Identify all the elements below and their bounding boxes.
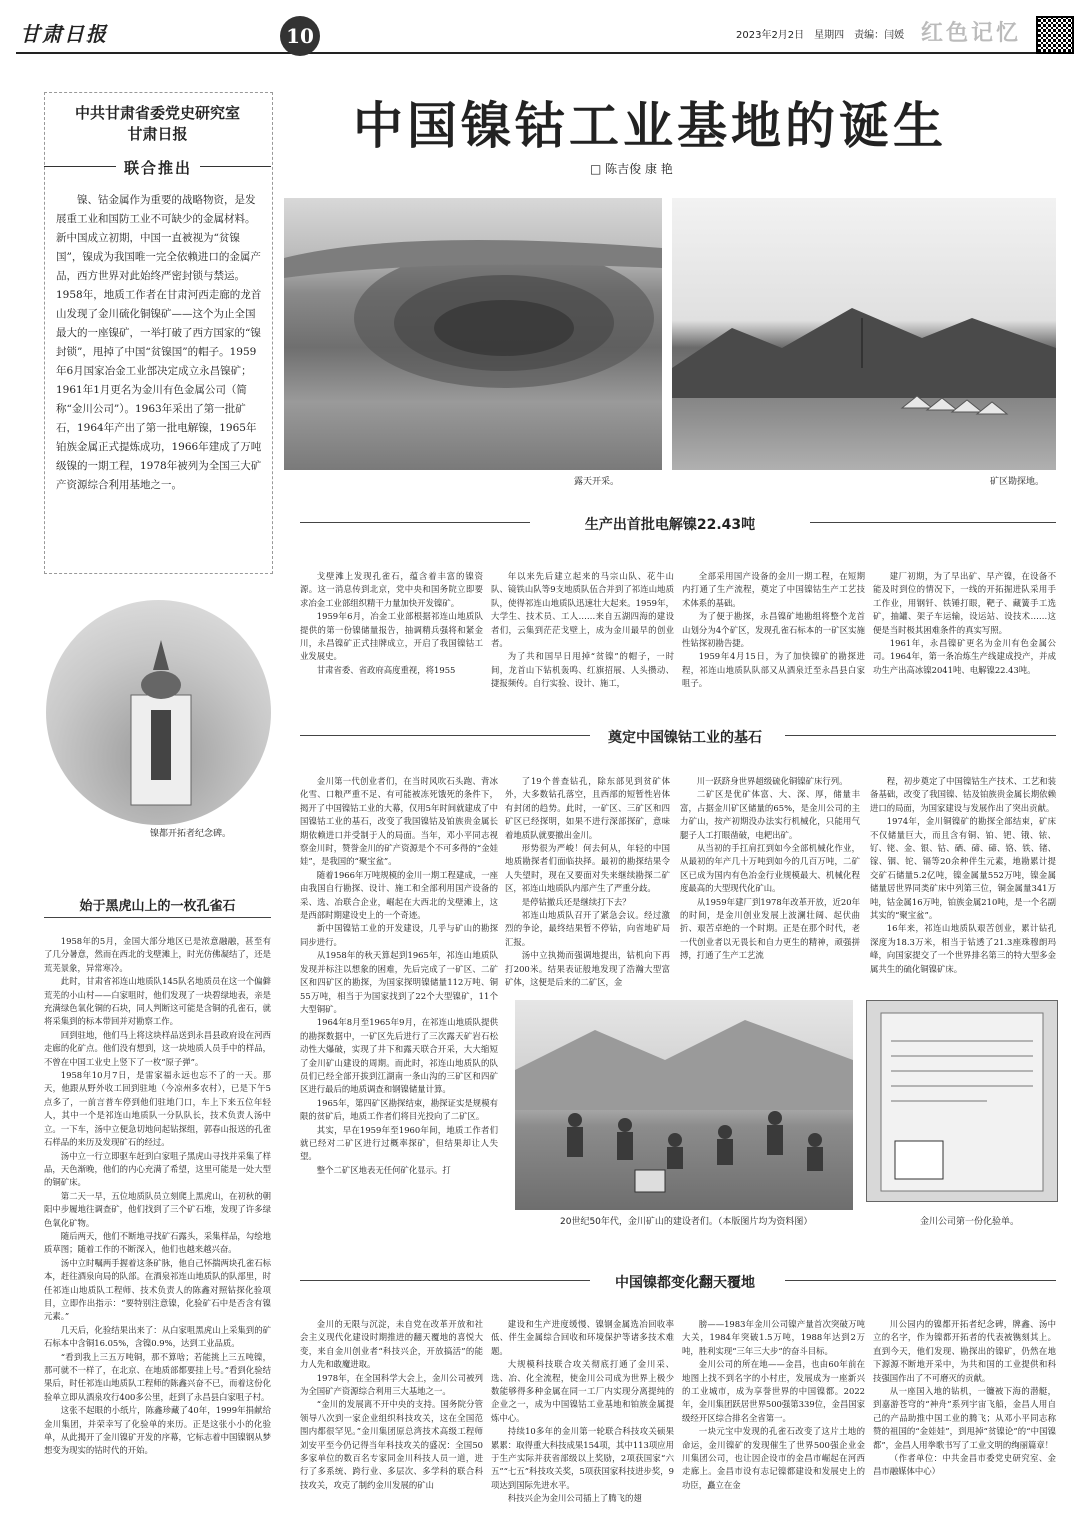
sec3-col3-text-para: 膀——1983年金川公司镍产量首次突破万吨大关，1984年突破1.5万吨，1988年达到2万吨，胜利实现“三年三大步”的奋斗目标。 — [682, 1319, 865, 1356]
headline: 中国镍钴工业基地的诞生 — [353, 97, 947, 155]
sec2-col3-text-para: 川一跃跻身世界超级硫化铜镍矿床行列。 — [696, 776, 848, 786]
workers-illustration — [515, 1000, 853, 1210]
caption-assay-document: 金川公司第一份化验单。 — [920, 1217, 1020, 1227]
sec2-col2-text-para: 汤中立执拗而强调地提出，钻机向下再打200米。结果表证般地发现了浩瀚大型富矿体，这便是后来的二矿区，金 — [505, 950, 670, 988]
photo-monument — [46, 600, 271, 825]
sec2-col2-text-para: 祁连山地质队召开了紧急会议。经过激烈的争论，最终结果暂不停钻，向省地矿局汇报。 — [505, 910, 670, 947]
sec3-col1-text-para: “金川的发展离不开中央的支持。国务院分管领导八次到一家企业组织科技攻关，这在全国范围内都很罕见。”金川集团原总湾技术高级工程师刘安平至今仍记得当年科技攻关的盛况：全国50多家单位的数百名专家同金川科技人员一道，进行了多系统、跨行业、多层次、多学科的联合科技攻关，攻克了制约金川发展的矿山 — [300, 1399, 483, 1490]
document-illustration — [867, 1001, 1057, 1201]
photo-assay-document — [866, 1000, 1058, 1202]
sec3-col2-text-para: 大规模科技联合攻关彻底打通了金川采、选、冶、化全流程，使金川公司成为世界上极少数能够得多种金属在同一工厂内实现分离提纯的企业之一，成为中国镍钴工业基地和铂族金属提炼中心。 — [491, 1359, 674, 1423]
sec1-col1-text-para: 甘肃省委、省政府高度重视，将1955 — [316, 664, 456, 675]
section-title: 红色记忆 — [921, 21, 1022, 46]
left-story-text-para: “看到我上三五万吨铜，那不算啥；若能挑上三五吨镍，那可就不一样了，在北京、在地质部都要挂上号。”看到化验结果后，时任祁连山地质队工程师的陈鑫兴奋不已，而着这份化验单立即从酒泉攻行400多公里，赶到了永昌县白家咀子村。 — [44, 1351, 271, 1402]
sec2-col1-text-para: 新中国镍钴工业的开发建设，几乎与矿山的勘探同步进行。 — [300, 923, 498, 947]
sec2-col1-text-para: 从1958年的秋天算起到1965年，祁连山地质队发现并标注以想象的困难，先后完成了一矿区、二矿区和四矿区的勘探，为国家探明镍储量112万吨、铜55万吨，相当于为国家找到了22个大型镍矿，11个大型铜矿。 — [300, 950, 498, 1014]
sec1-col3-text-para: 为了便于勘探，永昌镍矿地勘组将整个龙首山划分为4个矿区，发现孔雀石标本的一矿区实施性钻探初勘告捷。 — [682, 611, 865, 649]
left-story-text-para: 几天后，化验结果出来了：从白家咀黑虎山上采集到的矿石标本中含铜16.05%，含镍0.9%，达到工业品质。 — [44, 1324, 271, 1349]
dateline: 2023年2月2日 星期四 责编：闫媛 — [736, 30, 905, 41]
sec1-col1 — [300, 570, 483, 700]
sidebar-org1: 中共甘肃省委党史研究室 — [74, 104, 240, 122]
left-story-text-para: 随后两天，他们不断地寻找矿石露头，采集样品，勾绘地质草图；随着工作的不断深入，他们也越来越兴奋。 — [44, 1230, 271, 1255]
sec2-col1-text-para: 1965年，第四矿区勘探结束，勘探证实是规模有限的贫矿后，地质工作者们将目光投向了二矿区。 — [300, 1097, 498, 1122]
left-story-text-para: 此时，甘肃省祁连山地质队145队名地质员在这一个偏僻荒芜的小山村——白家咀时，他们发现了一块碧绿地表，亲是充满绿色氧化铜的石块，同人判断这可能是含铜的孔雀石，就将采集到的标本带回并对勘察工作。 — [44, 976, 271, 1027]
sec2-col2-text-para: 了19个普查钻孔，除东部见到贫矿体外，大多数钻孔落空，且西部的短暂性岩体有封闭的趋势。此时，一矿区、三矿区和四矿区已经探明，如果不进行深部探矿，意味着地质队就要撤出金川。 — [505, 776, 670, 840]
sec2-col1-text-para: 整个二矿区地表无任何矿化显示。打 — [316, 1164, 451, 1175]
section2-rule-right — [785, 735, 1056, 736]
section2-rule-left — [300, 735, 590, 736]
sec3-col2 — [491, 1318, 674, 1528]
section1-rule-right — [810, 522, 1056, 523]
sidebar-intro — [44, 103, 271, 591]
sec3-col1-text-para: 金川的无限与沉淀，未自党在改革开放和社会主义现代化建设时期推进的翻天覆地的喜悦大变，来自金川创业者“科技兴企，开放搞活”的能力人先和敢魔进取。 — [300, 1319, 483, 1370]
left-story-text-para: 这张不起眼的小纸片，陈鑫珍藏了40年，1999年捐献给金川集团，并荣幸写了化验单的来历。正是这张小小的化验单，从此揭开了金川镍矿开发的序幕，它标志着中国镍钢从梦想变为现实的钴时代的开始。 — [44, 1405, 271, 1456]
sec3-col3-text-para: 一块元宝中发现的孔雀石改变了这片土地的命运，金川镍矿的发现催生了世界500强企业金川集团公司，也让因企设市的金昌市崛起在河西走廊上。金昌市设有志记镍都建设和发展史上的功臣，矗立在金 — [682, 1426, 865, 1490]
left-story-text-para: 回到驻地，他们马上将这块样品送到永昌县政府设在河西走廊的化矿点。他们没有想到，这一块地质人员手中的样品，不曾在中国工业史上竖下了一枚“原子弹”。 — [44, 1029, 271, 1067]
sec3-col2-text-para: 持续10多年的金川第一轮联合科技攻关硕果累累：取得重大科技成果154项，其中113项应用于生产实际并获省部级以上奖励，2项获国家“六五”“七五”科技攻关奖，5项获国家科技进步奖，9项达到国际先进水平。 — [491, 1426, 674, 1490]
sec3-col1-text-para: 1978年，在全国科学大会上，金川公司被列为全国矿产资源综合利用三大基地之一。 — [300, 1372, 483, 1397]
sec2-col4-text-para: 16年来，祁连山地质队艰苦创业，累计钻孔深度为18.3万米，相当于钻透了21.3座珠穆朗玛峰，向国家提交了一个世界排名第三的特大型多金属共生的硫化铜镍矿床。 — [870, 923, 1056, 974]
sec2-col1-text-para: 1964年8月至1965年9月，在祁连山地质队提供的勘探数据中，一矿区先后进行了三次露天矿岩石松动性大爆破，实现了井下和露天联合开采，大大缩短了金川矿山建设的周期。而此时，祁连山地质队的队员们已经全部开拔到江湖南一条山沟的三矿区和四矿区进行最后的地质调查和钢镍储量计算。 — [300, 1017, 498, 1095]
sidebar-org2: 甘肃日报 — [127, 125, 188, 143]
sec1-col4-text-para: 建厂初期，为了早出矿、早产镍，在设备不能及时到位的情况下，一线的开拓掘进队采用手工作业，用钢钎、铁锤打眼，靶子、藏簧手工选矿，抽罐、架子车运输，设运站、设技术……这便是当时极其困难条件的真实写照。 — [873, 571, 1056, 635]
sec1-col3 — [682, 570, 865, 700]
sec3-col4 — [873, 1318, 1056, 1528]
sec2-col2-text-para: 形势很为严峻！何去何从，年轻的中国地质勘探者们面临抉择。最初的勘探结果令人失望时，现在又要面对失来继续勘探二矿区，祁连山地质队内部产生了严重分歧。 — [505, 843, 670, 894]
sec1-col1-text-para: 1959年6月，冶金工业部根据祁连山地质队提供的第一份镍储量报告，抽调精兵强将和紧金川，永昌镍矿正式挂牌成立，开启了我国镍钴工业发展史。 — [300, 611, 483, 662]
qr-code-icon — [1036, 16, 1074, 54]
left-story-text-para: 第二天一早，五位地质队员立刻爬上黑虎山，在初秋的朝阳中步履地往调查矿，他们找到了三个矿石堆，发现了许多绿色氧化矿物。 — [44, 1190, 271, 1228]
open-pit-illustration — [284, 198, 662, 470]
left-story-rule — [44, 917, 271, 918]
left-story-col — [44, 935, 271, 1525]
sec1-col1-text-para: 戈壁滩上发现孔雀石，蕴含着丰富的镍资源。这一消息传到北京，党中央和国务院立即要求冶金工业部组织精干力量加快开发镍矿。 — [300, 571, 483, 608]
page-number: 10 — [280, 16, 320, 56]
newspaper-logo: 甘肃日报 — [20, 22, 108, 46]
byline: □ 陈吉俊 康 艳 — [590, 162, 673, 176]
sidebar-tag: 联合推出 — [116, 157, 200, 178]
sec2-col3 — [680, 775, 860, 995]
sec2-col1-text-para: 金川第一代创业者们，在当时风吹石头跑、背冰化雪、口粮严重不足、有可能被冻死饿死的条件下，揭开了中国镍钴工业的大幕，仅用5年时间就建成了中国镍钴工业的基石，改变了我国镍钴及铂族贵金属长期依赖进口并受制于人的局面。当年，邓小平同志视察金川时，赞誉金川的矿产资源是个不可多得的“金娃娃”，是我国的“聚宝盆”。 — [300, 776, 498, 867]
sec2-col2 — [505, 775, 670, 995]
caption-monument: 镍都开拓者纪念碑。 — [150, 829, 232, 839]
sec3-col4-text-para: （作者单位：中共金昌市委党史研究室、金昌市融媒体中心） — [873, 1453, 1056, 1477]
left-story-text-para: 1958年的5月，金国大部分地区已是浓意融融，甚至有了几分暑意，然而在西北的戈壁滩上，时光仿佛凝结了，还是荒芜景象，异常寒冷。 — [44, 936, 271, 973]
sec3-col1 — [300, 1318, 483, 1528]
sidebar-org — [44, 103, 271, 145]
caption-open-pit: 露天开采。 — [574, 477, 620, 487]
sidebar-text: 镍、钴金属作为重要的战略物资，是发展重工业和国防工业不可缺少的金属材料。新中国成立初期，中国一直被视为“贫镍国”，镍成为我国唯一完全依赖进口的金属产品，西方世界对此始终严密封锁与禁运。 1958年，地质工作者在甘肃河西走廊的龙首山发现了金川硫化铜镍矿——这个为止全国最大的一座镍矿，一举打破了西方国家的“镍封锁”，甩掉了中国“贫镍国”的帽子。1959年6月国家冶金工业部决定成立永昌镍矿；1961年1月更名为金川有色金属公司（简称“金川公司”）。1963年采出了第一批矿石，1964年产出了第一批电解镍，1965年铂族金属正式提炼成功，1966年建成了万吨级镍的一期工程，1978年被列为全国三大矿产资源综合利用基地之一。 — [56, 194, 262, 491]
photo-exploration-camp — [672, 198, 1056, 470]
sec1-col3-text-para: 1959年4月15日，为了加快镍矿的勘探进程，祁连山地质队队部又从酒泉迁至永昌县白家咀子。 — [682, 651, 865, 689]
left-story-text-para: 汤中立一行立即驱车赶到白家咀子黑虎山寻找并采集了样品，天色渐晚，他们的内心充满了希望，这里可能是一处大型的铜矿床。 — [44, 1150, 271, 1188]
sec2-col4-text-para: 程，初步奠定了中国镍钴生产技术、工艺和装备基础，改变了我国镍、钴及铂族贵金属长期依赖进口的局面，为国家建设与发展作出了突出贡献。 — [870, 776, 1056, 813]
sec3-col2-text-para: 科技兴企为金川公司插上了腾飞的翅 — [507, 1493, 642, 1504]
sec1-col4 — [873, 570, 1056, 700]
sec1-col2-text-para: 为了共和国早日甩掉“贫镍”的帽子，一时间，龙首山下钻机轰鸣、红旗招展、人头攒动、捷报频传。自行实验、设计、施工， — [491, 651, 674, 689]
photo-open-pit — [284, 198, 662, 470]
sec3-col4-text-para: 从一座国入地的钻机，一镰被下海的潜艇，到嘉游苍穹的“神舟”系列宇宙飞船，金昌人用自己的产品助推中国工业的腾飞；从邓小平同志称赞的祖国的“金娃娃”，到甩掉“贫镍论”的“中国镍都”，金昌人用拳歌书写了工业文明的绚丽篇章！ — [873, 1386, 1056, 1450]
sec2-col3-text-para: 从当初的手扛肩扛到如今全部机械化作业，从最初的年产几十万吨到如今的几百万吨，二矿区已成为国内有色冶金行业规模最大、机械化程度最高的大型现代化矿山。 — [680, 843, 860, 894]
sec3-col3-text-para: 金川公司的所在地——金昌，也由60年前在地图上找不到名字的小村庄，发展成为一座新兴的工业城市，成为享誉世界的中国镍都。2022年，金川集团跃居世界500强第339位，金昌国家级经开区综合排名全省第一。 — [682, 1359, 865, 1423]
sec1-col2-text-para: 年以来先后建立起来的马宗山队、花牛山队、镜铁山队等9支地质队伍合并到了祁连山地质队，使得祁连山地质队迅速壮大起来。1959年，大学生、技术员、工人……来自五湖四海的建设者们，云集到茫茫戈壁上，成为金川最早的创业者。 — [491, 571, 674, 649]
mountain-camp-illustration — [672, 198, 1056, 470]
sec2-col2-text-para: 是停钻撤兵还是继续打下去？ — [521, 896, 631, 907]
left-story-heading: 始于黑虎山上的一枚孔雀石 — [79, 899, 236, 914]
caption-workers: 20世纪50年代，金川矿山的建设者们。（本版图片均为资料图） — [560, 1217, 813, 1227]
section3-rule-left — [300, 1280, 590, 1281]
left-story-text-para: 汤中立时嘱两手握着这条矿脉，他自己怀揣两块孔雀石标本，赶往酒泉向局的队部。在酒泉祁连山地质队的队部里，时任祁连山地质队工程师、技术负责人的陈鑫对照钻探化验项目，立即作出指示：“要特别注意镍，化验矿石中是否含有镍元素。” — [44, 1257, 271, 1322]
sec2-col1-text-para: 其实，早在1959年至1960年间，地质工作者们就已经对二矿区进行过概率探矿，但结果却让人失望。 — [300, 1124, 498, 1162]
sec3-col3 — [682, 1318, 865, 1528]
sec1-col4-text-para: 1961年，永昌镍矿更名为金川有色金属公司。1964年，第一条冶炼生产线建成投产，并成功生产出高冰镍2041吨、电解镍22.43吨。 — [873, 638, 1056, 675]
sec2-col1-text-para: 随着1966年万吨规模的金川一期工程建成，一座由我国自行勘探、设计、施工和全部利用国产设备的采、选、冶联合企业，崛起在大西北的戈壁滩上，这是西部时期建设史上的一个奇迹。 — [300, 869, 498, 921]
sec1-col2 — [491, 570, 674, 700]
sec1-col3-text-para: 全部采用国产设备的金川一期工程，在短期内打通了生产流程，奠定了中国镍钴生产工艺技术体系的基础。 — [682, 571, 865, 608]
section2-heading: 奠定中国镍钴工业的基石 — [608, 730, 762, 746]
sec2-col4-text-para: 1974年，金川铜镍矿的勘探全部结束，矿床不仅储量巨大，而且含有铜、铂、钯、锇、铱、钌、铑、金、银、钴、硒、碲、碲、铬、铁、锗、镓、铟、铊、镉等20余种伴生元素，地勘累计提交矿石储量5.2亿吨，镍金属量552万吨，镍金属储量居世界同类矿床中列第三位，铜金属量341万吨，钴金属16万吨，铂族金属210吨，是一个名副其实的“聚宝盆”。 — [870, 816, 1056, 921]
sec2-col3-text-para: 二矿区是优矿体富、大、深、厚，储量丰富，占据金川矿区储量的65%，是金川公司的主力矿山，按产初期没办法实行机械化，只能用气腿子人工打眼凿破，电耙出矿。 — [680, 789, 860, 840]
caption-exploration-camp: 矿区勘探地。 — [990, 477, 1045, 487]
photo-workers — [515, 1000, 853, 1210]
section1-heading: 生产出首批电解镍22.43吨 — [584, 517, 756, 533]
monument-illustration — [46, 600, 271, 825]
sec3-col4-text-para: 川公园内的镍都开拓者纪念碑，牌鑫、汤中立的名字，作为镍都开拓者的代表被镌刻其上。直到今天，他们发现、勘探出的镍矿，仍然在地下源源不断地开采中，为共和国的工业提供和科技强国作出了不可磨灭的贡献。 — [873, 1319, 1056, 1383]
sec2-col4 — [870, 775, 1056, 995]
section3-heading: 中国镍都变化翻天覆地 — [615, 1275, 755, 1291]
sec2-col3-text-para: 从1959年建厂到1978年改革开放，近20年的时间，是金川创业发展上波澜壮阔、起伏曲折、艰苦卓绝的一个时期。正是在那个时代，老一代创业者以无畏长和自力更生的精神，顽强拼搏，打通了生产工艺流 — [680, 896, 860, 961]
sec2-col1 — [300, 775, 498, 1235]
left-story-text-para: 1958年10月7日，是雷家福永远也忘不了的一天。那天，他跟从野外收工回到驻地（今凉州多农村），已是下午5点多了，一前言普车停到他们驻地门口，车上下来五位年轻人，其中一个是祁连山地质队一分队队长，技术负责人汤中立。一下车，汤中立便急切地问起钻探组，郭春山报送的孔雀石样品的来历及发现矿石的经过。 — [44, 1070, 271, 1148]
section1-rule-left — [300, 522, 530, 523]
masthead — [16, 14, 1066, 54]
sec3-col2-text-para: 建设和生产进度缓慢、镍钢金属选冶回收率低、伴生金属综合回收和环境保护等诸多技术难题。 — [491, 1319, 674, 1356]
section3-rule-right — [785, 1280, 1056, 1281]
